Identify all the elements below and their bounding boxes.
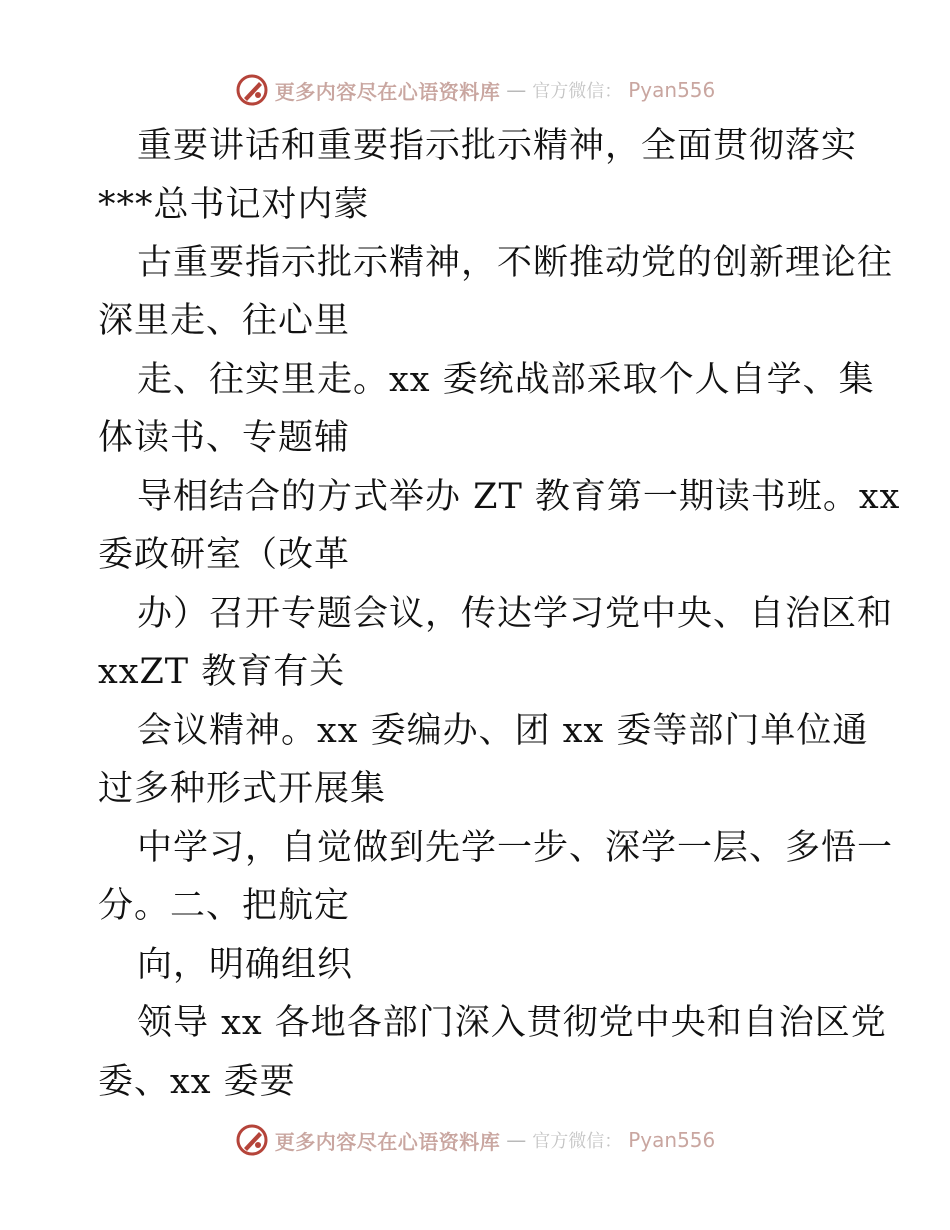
text-line: 办）召开专题会议，传达学习党中央、自治区和 — [137, 594, 894, 634]
header-watermark — [0, 70, 950, 110]
watermark-title: 更多内容尽在心语资料库 — [274, 79, 501, 104]
watermark-wechat-label: 官方微信： — [532, 1131, 623, 1152]
text-line: 委政研室（改革 — [98, 535, 351, 575]
pen-logo-icon — [235, 73, 269, 107]
text-line: 导相结合的方式举办 ZT 教育第一期读书班。xx — [137, 477, 901, 517]
text-line: 委、xx 委要 — [98, 1062, 296, 1102]
text-line: 重要讲话和重要指示批示精神，全面贯彻落实 — [137, 126, 858, 166]
text-line: xxZT 教育有关 — [98, 652, 346, 692]
text-line: 走、往实里走。xx 委统战部采取个人自学、集 — [137, 360, 875, 400]
text-line: 会议精神。xx 委编办、团 xx 委等部门单位通 — [137, 711, 869, 751]
text-line: 中学习，自觉做到先学一步、深学一层、多悟一 — [137, 828, 894, 868]
text-line: 体读书、专题辅 — [98, 418, 351, 458]
text-line: 古重要指示批示精神，不断推动党的创新理论往 — [137, 243, 894, 283]
pen-logo-icon — [235, 1123, 269, 1157]
footer-watermark — [0, 1120, 950, 1160]
watermark-title: 更多内容尽在心语资料库 — [274, 1129, 501, 1154]
watermark-wechat-id: Pyan556 — [628, 1128, 716, 1152]
text-line: ***总书记对内蒙 — [98, 185, 370, 225]
text-line: 分。二、把航定 — [98, 886, 351, 926]
watermark-wechat-id: Pyan556 — [628, 78, 716, 102]
text-line: 向，明确组织 — [137, 945, 354, 985]
text-line: 过多种形式开展集 — [98, 769, 387, 809]
text-line: 领导 xx 各地各部门深入贯彻党中央和自治区党 — [137, 1003, 887, 1043]
watermark-dash: — — [506, 1128, 527, 1152]
watermark-dash: — — [506, 78, 527, 102]
watermark-wechat-label: 官方微信： — [532, 81, 623, 102]
text-line: 深里走、往心里 — [98, 301, 351, 341]
